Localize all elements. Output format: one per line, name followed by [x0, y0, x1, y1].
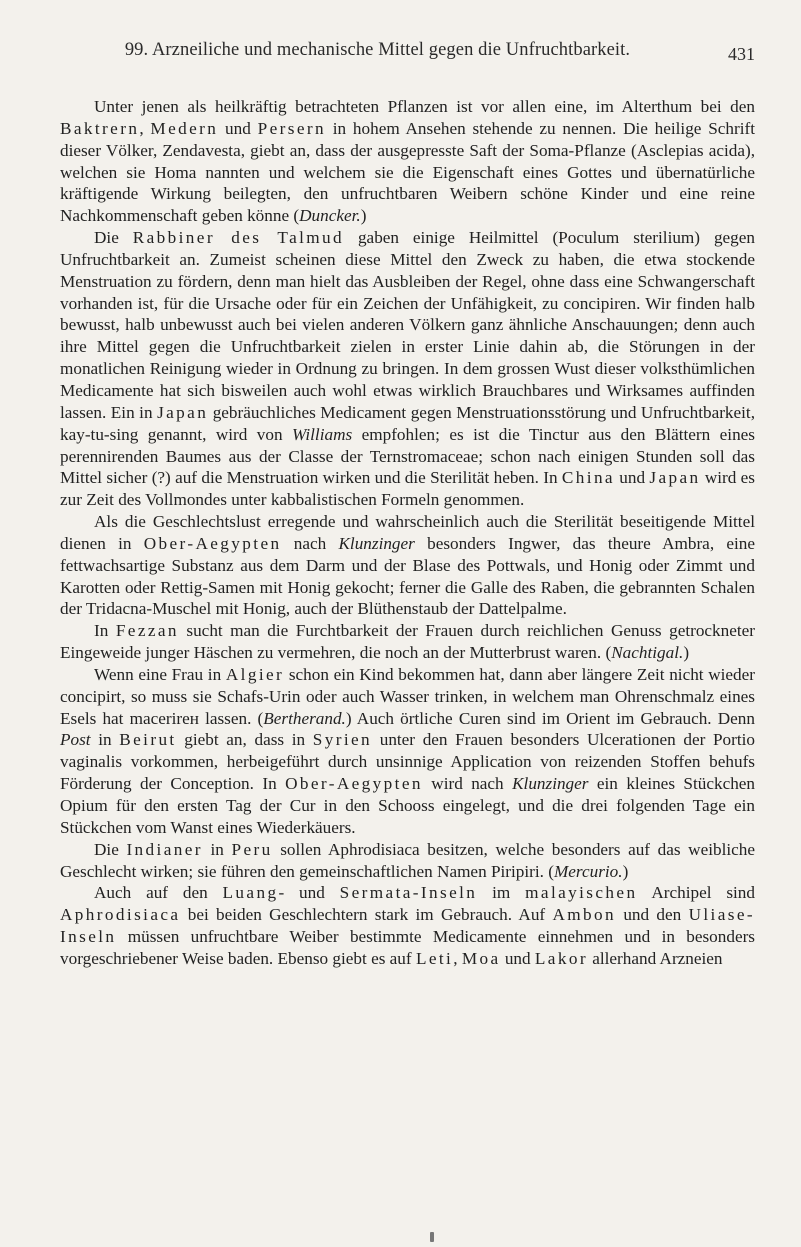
spaced-name: Japan: [649, 468, 701, 488]
spaced-name: malayischen: [525, 883, 638, 903]
paragraph-baktrer-soma: [60, 96, 755, 227]
text-run: sucht man die Furchtbarkeit der Frauen durch reichlichen Genuss getrockneter Eingeweide junger Häschen zu vermehren, die noch an der Mutterbrust waren. (: [60, 621, 755, 663]
italic-citation: Post: [60, 730, 91, 750]
text-run: schon ein Kind bekommen hat, dann aber längere Zeit nicht wieder concipirt, so muss sie Schafs-Urin oder auch Wasser trinken, in welchem man Ohrenschmalz eines Esels hat macerirен lassen. (: [60, 664, 756, 728]
text-run: In: [94, 621, 116, 641]
text-run: Die: [94, 228, 133, 248]
spaced-name: Medern: [150, 118, 219, 138]
text-run: und: [218, 118, 258, 138]
text-run: Die: [94, 839, 127, 859]
spaced-name: Baktrern: [60, 118, 140, 138]
text-run: und: [500, 948, 535, 968]
spaced-name: China: [561, 468, 615, 488]
text-run: müssen unfruchtbare Weiber bestimmte Medicamente einnehmen und in besonders vorgeschriebener Weise baden. Ebenso giebt es auf: [60, 927, 755, 968]
italic-citation: Williams: [292, 424, 353, 444]
text-run: Unter jenen als heilkräftig betrachteten Pflanzen ist vor allen eine, im Alterthum bei den: [94, 97, 755, 116]
spaced-name: Syrien: [312, 730, 373, 750]
paragraph-talmud-poculum: [60, 227, 755, 511]
spaced-name: Algier: [225, 664, 285, 684]
spaced-name: Lakor: [534, 948, 588, 968]
running-title: 99. Arzneiliche und mechanische Mittel gegen die Unfruchtbarkeit.: [124, 40, 631, 60]
text-run: im: [477, 883, 526, 903]
spaced-name: Indianer: [126, 839, 203, 859]
text-run: besonders Ingwer, das theure Ambra, eine fettwachsartige Substanz aus dem Darm und der Blase des Pottwals, und Honig oder Zimmt und Karotten oder Rettig-Samen mit Honig gekocht; ferner die Galle des Raben, die gebrannten Schalen der Tridacna-Muschel mit Honig, auch der Blüthenstaub der Dattelpalme.: [60, 533, 755, 619]
text-run: ein kleines Stückchen Opium für den ersten Tag der Cur in den Schooss eingelegt, und die drei folgenden Tage ein Stückchen vom Wanst eines Wiederkäuers.: [60, 774, 756, 837]
text-run: - und: [278, 883, 340, 903]
text-run: wird es zur Zeit des Vollmondes unter kabbalistischen Formeln genommen.: [60, 468, 755, 510]
spaced-name: Luang: [222, 883, 279, 903]
text-run: giebt an, dass in: [176, 730, 313, 750]
text-run: Als die Geschlechtslust erregende und wahrscheinlich auch die Sterilität beseitigende Mittel dienen in: [60, 512, 755, 553]
text-run: wird nach: [422, 774, 513, 794]
text-run: gaben einige Heilmittel (Poculum sterilium) gegen Unfruchtbarkeit an. Zumeist scheinen diese Mittel den Zweck zu haben, die etwa stockende Menstruation zu fördern, denn man hielt das Ausbleiben der Regel, ohne dass eine Schwangerschaft vorhanden ist, für die Ursache oder für ein Zeichen der Unfähigkeit, zu concipiren. Wir finden halb bewusst, halb unbewusst auch bei vielen anderen Völkern ganz ähnliche Anschauungen; denn auch ihre Mittel gegen die Unfruchtbarkeit zielen in erster Linie dahin ab, die Störungen in der monatlichen Reinigung wieder in Ordnung zu bringen. In dem grossen Wust dieser volksthümlichen Medicamente hat sich bisweilen auch wohl etwas wirklich Brauchbares und Wirksames auffinden lassen. Ein in: [60, 228, 755, 422]
spaced-name: Ober-Aegypten: [143, 533, 282, 553]
body-text: [60, 96, 755, 970]
page-header: [60, 40, 755, 72]
italic-citation: Bertherand.: [263, 708, 346, 728]
text-run: gebräuchliches Medicament gegen Menstruationsstörung und Unfruchtbarkeit, kay-tu-sing genannt, wird von: [60, 402, 755, 444]
spaced-name: Beirut: [119, 730, 177, 750]
text-run: ): [360, 206, 367, 226]
spaced-name: Japan: [157, 402, 209, 422]
paragraph-ober-aegypten: [60, 511, 755, 620]
text-run: und den: [616, 905, 689, 925]
spaced-name: Ambon: [552, 905, 617, 925]
text-run: in: [202, 839, 232, 859]
text-run: ): [622, 861, 629, 881]
spaced-name: Uliase-Inseln: [60, 905, 755, 947]
text-run: bei beiden Geschlechtern stark im Gebrauch. Auf: [180, 905, 553, 925]
italic-citation: Klunzinger: [512, 774, 589, 794]
spaced-name: Moa: [461, 948, 501, 968]
text-run: Wenn eine Frau in: [94, 664, 226, 684]
text-run: in: [90, 730, 120, 750]
italic-citation: Mercurio.: [553, 861, 623, 881]
text-run: empfohlen; es ist die Tinctur aus den Blättern eines perennirenden Baumes aus der Classe der Ternstromaceae; schon nach einigen Stunden soll das Mittel sicher (?) auf die Menstruation wirken und die Sterilität heben. In: [60, 424, 755, 488]
text-run: ,: [139, 118, 151, 138]
text-run: Archipel sind: [637, 883, 755, 903]
spaced-name: Sermata-Inseln: [339, 883, 478, 903]
spaced-name: Aphrodisiaca: [60, 905, 181, 925]
text-run: in hohem Ansehen stehende zu nennen. Die heilige Schrift dieser Völker, Zendavesta, giebt an, dass der ausgepresste Saft der Soma-Pflanze (Asclepias acida), welchen sie Homa nannten und welchem sie die Eigenschaft eines Gottes und übernatürliche kräftigende Wirkung beilegten, den unfruchtbaren Weibern schöne Kinder und eine reine Nachkommenschaft geben könne (: [60, 118, 755, 226]
spaced-name: Fezzan: [115, 621, 179, 641]
spaced-name: Persern: [257, 118, 326, 138]
text-run: Auch auf den: [94, 883, 223, 903]
spaced-name: Peru: [231, 839, 273, 859]
text-run: nach: [281, 533, 339, 553]
printer-mark: [430, 1232, 434, 1242]
text-run: unter den Frauen besonders Ulcerationen der Portio vaginalis vorkommen, herbeigeführt durch unsinnige Application von reizenden Stoffen behufs Förderung der Conception. In: [60, 730, 755, 794]
paragraph-malayischer-archipel: [60, 882, 755, 969]
italic-citation: Nachtigal.: [611, 643, 684, 663]
text-run: ) Auch örtliche Curen sind im Orient im Gebrauch. Denn: [345, 708, 755, 728]
spaced-name: Leti: [415, 948, 454, 968]
paragraph-fezzan: [60, 620, 755, 664]
italic-citation: Klunzinger: [338, 533, 415, 553]
spaced-name: Rabbiner des Talmud: [132, 228, 345, 248]
text-run: allerhand Arzneien: [587, 948, 723, 968]
text-run: ,: [453, 948, 462, 968]
paragraph-algier-syrien: [60, 664, 755, 839]
page-number: 431: [728, 44, 755, 64]
italic-citation: Duncker.: [299, 206, 361, 226]
text-run: und: [614, 468, 650, 488]
text-run: sollen Aphrodisiaca besitzen, welche besonders auf das weibliche Geschlecht wirken; sie führen den gemeinschaftlichen Namen Piripiri. (: [60, 839, 755, 881]
paragraph-peru: [60, 839, 755, 883]
spaced-name: Ober-Aegypten: [285, 774, 423, 794]
text-run: ): [683, 643, 690, 663]
